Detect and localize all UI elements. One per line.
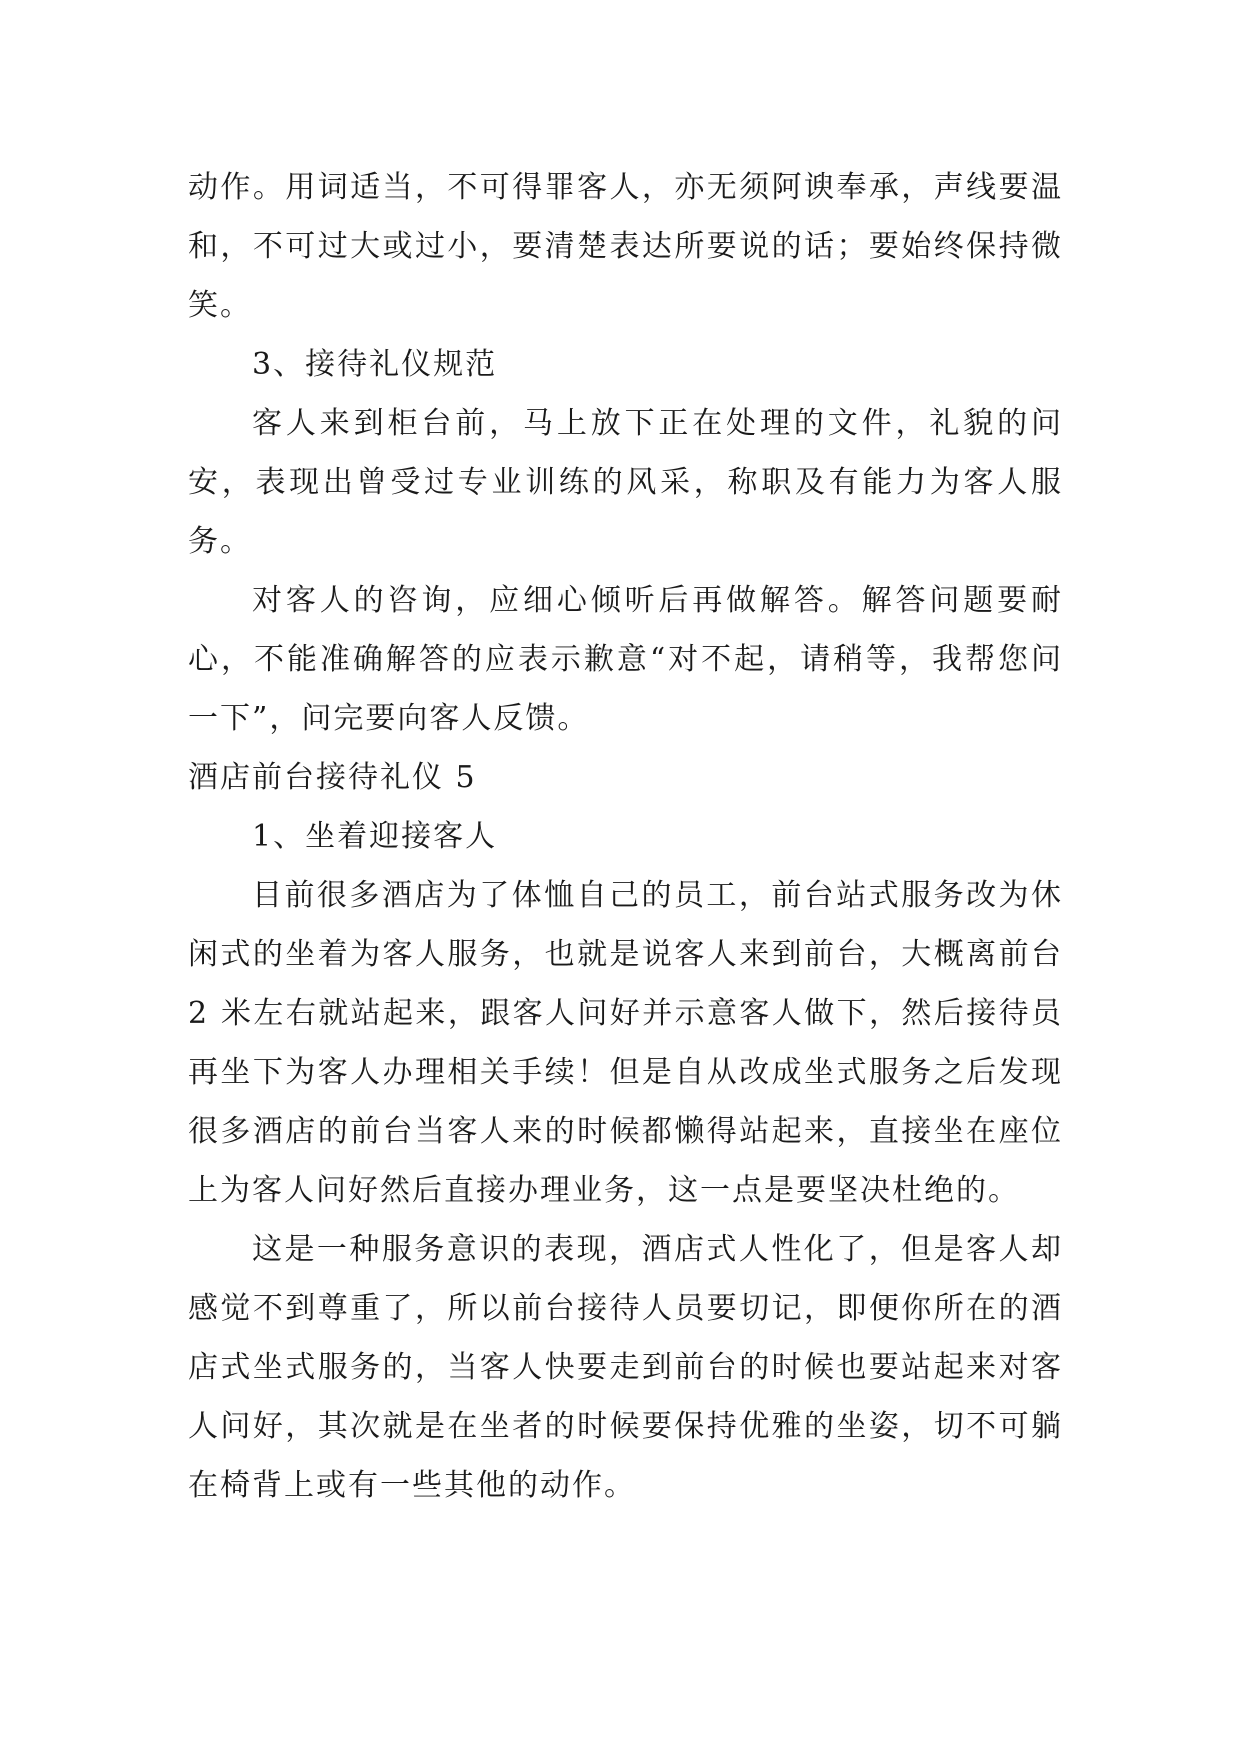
section-item-seated-welcome: 1、坐着迎接客人	[252, 819, 498, 854]
paragraph-seated-service: 目前很多酒店为了体恤自己的员工，前台站式服务改为休闲式的坐着为客人服务，也就是说客人来到前台，大概离前台 2 米左右就站起来，跟客人问好并示意客人做下，然后接待员再坐下为客人办理相关手续！但是自从改成坐式服务之后发现很多酒店的前台当客人来的时候都懒得站起来，直接坐在座位上为客人问好然后直接办理业务，这一点是要坚决杜绝的。	[188, 878, 1063, 1208]
paragraph-inquiry: 对客人的咨询，应细心倾听后再做解答。解答问题要耐心，不能准确解答的应表示歉意“对不起，请稍等，我帮您问一下”，问完要向客人反馈。	[188, 583, 1063, 736]
paragraph-greeting: 客人来到柜台前，马上放下正在处理的文件，礼貌的问安，表现出曾受过专业训练的风采，称职及有能力为客人服务。	[188, 406, 1063, 559]
section-item-reception-etiquette: 3、接待礼仪规范	[252, 347, 498, 382]
section-heading: 酒店前台接待礼仪 5	[188, 760, 477, 795]
paragraph-continued: 动作。用词适当，不可得罪客人，亦无须阿谀奉承，声线要温和，不可过大或过小，要清楚表达所要说的话；要始终保持微笑。	[188, 170, 1063, 323]
document-body	[188, 158, 1063, 1515]
paragraph-service-awareness: 这是一种服务意识的表现，酒店式人性化了，但是客人却感觉不到尊重了，所以前台接待人员要切记，即便你所在的酒店式坐式服务的，当客人快要走到前台的时候也要站起来对客人问好，其次就是在坐者的时候要保持优雅的坐姿，切不可躺在椅背上或有一些其他的动作。	[188, 1232, 1063, 1503]
